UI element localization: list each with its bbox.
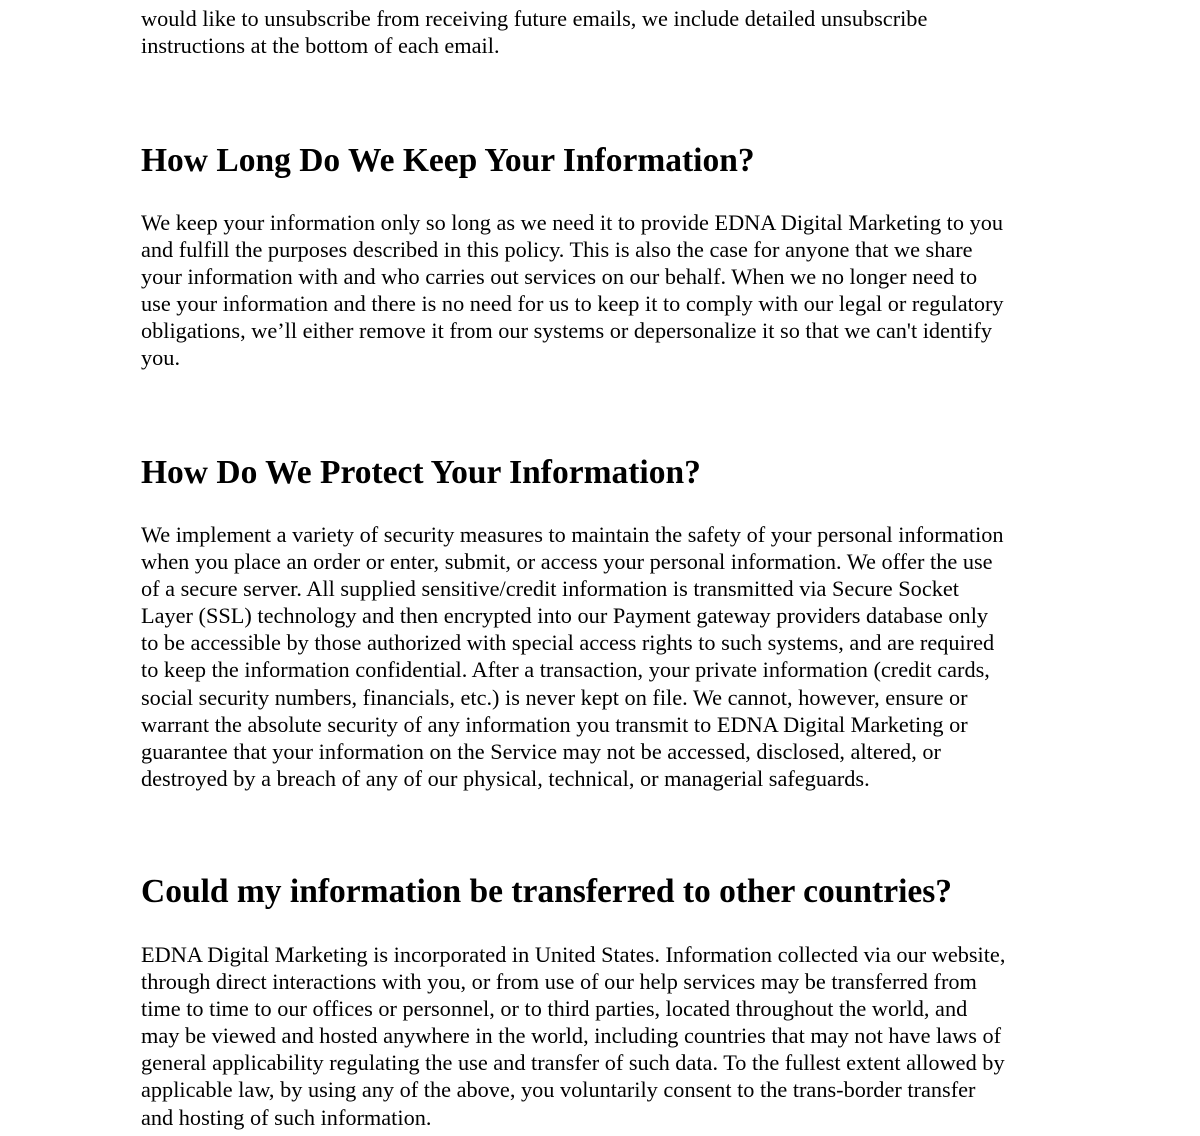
text-line: applicable law, by using any of the above, you voluntarily consent to the trans-border transfer <box>141 1077 976 1103</box>
section-heading-retention: How Long Do We Keep Your Information? <box>141 142 755 179</box>
text-line: general applicability regulating the use and transfer of such data. To the fullest extent allowed by <box>141 1050 1005 1076</box>
intro-paragraph <box>141 5 927 59</box>
text-line: obligations, we’ll either remove it from our systems or depersonalize it so that we can't identify <box>141 318 993 344</box>
text-line: EDNA Digital Marketing is incorporated in United States. Information collected via our website, <box>141 942 1006 967</box>
text-line: and fulfill the purposes described in this policy. This is also the case for anyone that we share <box>141 237 973 263</box>
section-paragraph-retention <box>141 209 1004 372</box>
text-line: guarantee that your information on the Service may not be accessed, disclosed, altered, or <box>141 738 941 764</box>
text-line: social security numbers, financials, etc.) is never kept on file. We cannot, however, ensure or <box>141 684 968 710</box>
text-line: instructions at the bottom of each email. <box>141 33 500 59</box>
text-line: destroyed by a breach of any of our physical, technical, or managerial safeguards. <box>141 765 870 791</box>
text-line: and hosting of such information. <box>141 1104 432 1130</box>
section-heading-protection: How Do We Protect Your Information? <box>141 454 701 491</box>
text-line: of a secure server. All supplied sensitive/credit information is transmitted via Secure Socket <box>141 576 959 602</box>
text-line: would like to unsubscribe from receiving future emails, we include detailed unsubscribe <box>141 6 928 31</box>
text-line: when you place an order or enter, submit, or access your personal information. We offer the use <box>141 549 993 575</box>
text-line: Layer (SSL) technology and then encrypted into our Payment gateway providers database only <box>141 603 989 629</box>
text-line: may be viewed and hosted anywhere in the world, including countries that may not have laws of <box>141 1023 1002 1049</box>
section-heading-transfer: Could my information be transferred to other countries? <box>141 873 953 910</box>
text-line: your information with and who carries out services on our behalf. When we no longer need to <box>141 264 978 290</box>
section-paragraph-protection <box>141 521 1004 792</box>
text-line: warrant the absolute security of any information you transmit to EDNA Digital Marketing or <box>141 711 968 737</box>
text-line: We keep your information only so long as we need it to provide EDNA Digital Marketing to you <box>141 210 1004 235</box>
text-line: to keep the information confidential. After a transaction, your private information (credit cards, <box>141 657 990 683</box>
section-paragraph-transfer <box>141 941 1005 1131</box>
text-line: to be accessible by those authorized with special access rights to such systems, and are required <box>141 630 995 656</box>
text-line: We implement a variety of security measures to maintain the safety of your personal information <box>141 522 1004 547</box>
text-line: time to time to our offices or personnel, or to third parties, located throughout the world, and <box>141 996 968 1022</box>
text-line: you. <box>141 345 181 371</box>
text-line: use your information and there is no need for us to keep it to comply with our legal or regulatory <box>141 291 1004 317</box>
text-line: through direct interactions with you, or from use of our help services may be transferred from <box>141 969 977 995</box>
